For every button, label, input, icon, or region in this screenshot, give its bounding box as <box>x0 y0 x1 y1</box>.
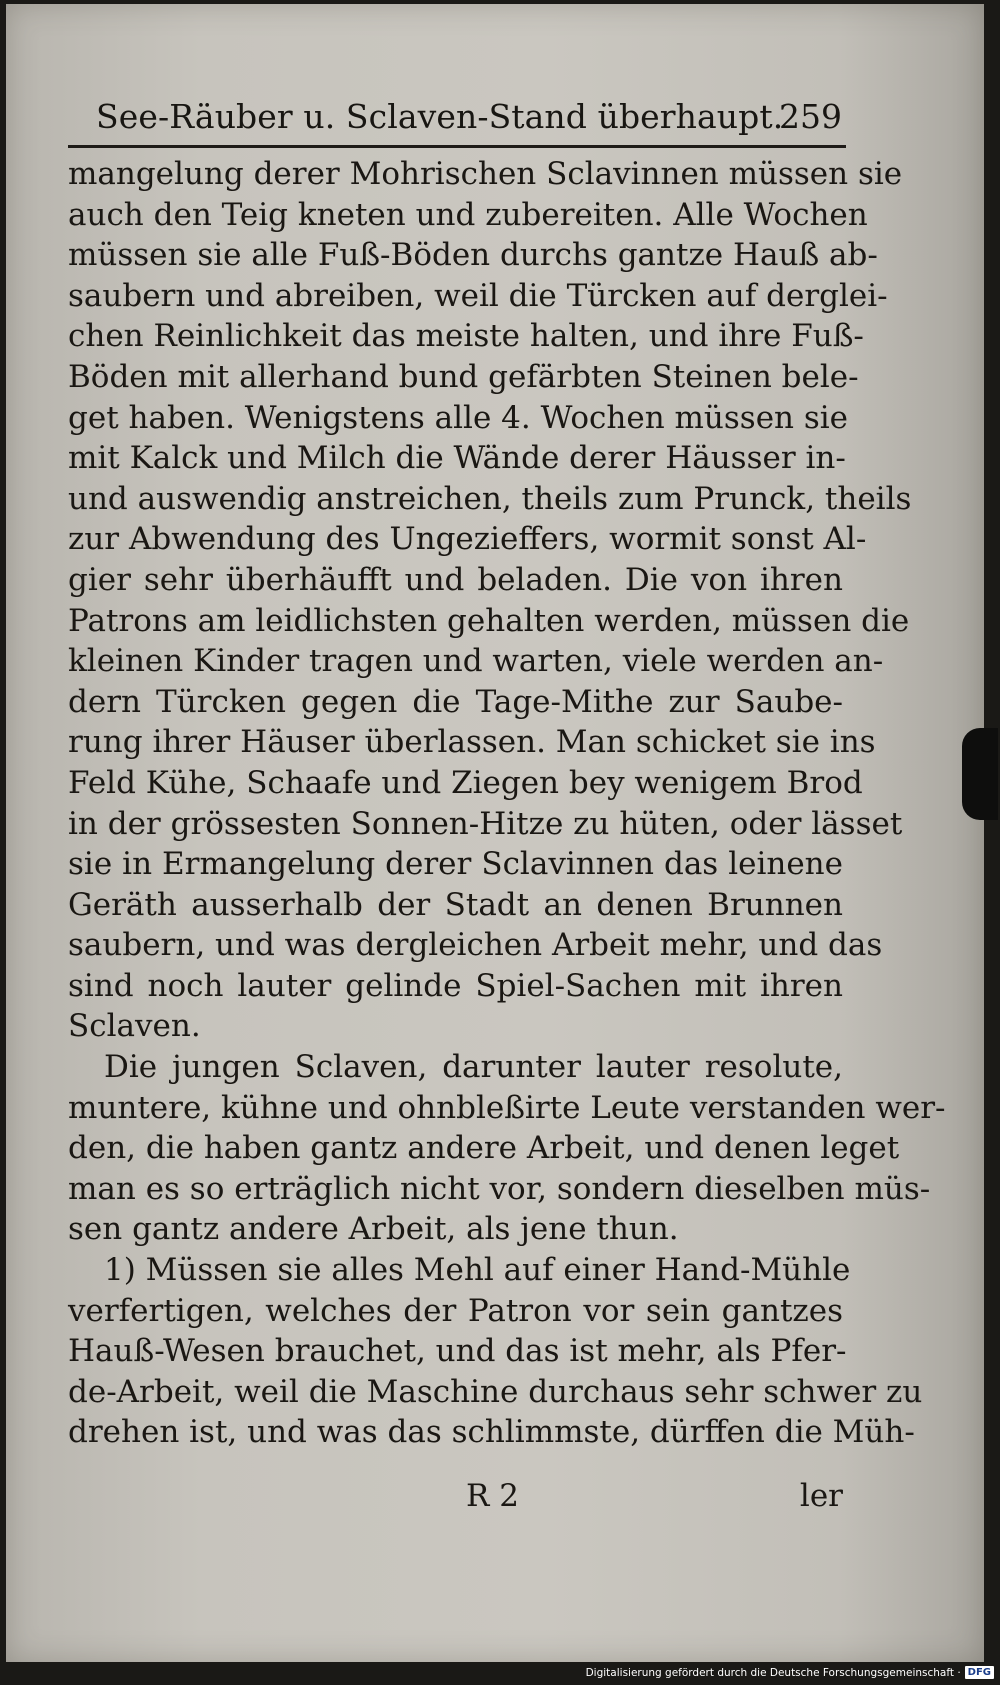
text-line: chen Reinlichkeit das meiste halten, und ihre Fuß- <box>68 318 864 355</box>
text-line: kleinen Kinder tragen und warten, viele werden an- <box>68 643 884 680</box>
text-line: 1) Müssen sie alles Mehl auf einer Hand-Mühle <box>104 1252 851 1289</box>
running-header <box>96 94 842 142</box>
text-line: Geräth ausserhalb der Stadt an denen Brunnen <box>68 886 843 923</box>
text-line: in der grössesten Sonnen-Hitze zu hüten, oder lässet <box>68 805 903 842</box>
text-line: auch den Teig kneten und zubereiten. Alle Wochen <box>68 196 868 233</box>
text-line: Hauß-Wesen brauchet, und das ist mehr, als Pfer- <box>68 1333 847 1370</box>
signature-mark: R 2 <box>466 1478 519 1514</box>
text-line: get haben. Wenigstens alle 4. Wochen müssen sie <box>68 399 849 436</box>
text-line: Patrons am leidlichsten gehalten werden, müssen die <box>68 602 910 639</box>
text-line: muntere, kühne und ohnbleßirte Leute verstanden wer- <box>68 1089 946 1126</box>
text-line: mangelung derer Mohrischen Sclavinnen müssen sie <box>68 156 903 192</box>
text-line: saubern und abreiben, weil die Türcken auf derglei- <box>68 277 888 314</box>
text-line: zur Abwendung des Ungezieffers, wormit sonst Al- <box>68 521 867 558</box>
body-text <box>68 154 946 1453</box>
header-rule <box>68 145 846 148</box>
text-line: müssen sie alle Fuß-Böden durchs gantze Hauß ab- <box>68 237 878 274</box>
text-line: den, die haben gantz andere Arbeit, und denen leget <box>68 1130 900 1167</box>
page-number: 259 <box>779 97 842 136</box>
text-line: Böden mit allerhand bund gefärbten Steinen bele- <box>68 358 859 395</box>
text-line: de-Arbeit, weil die Maschine durchaus sehr schwer zu <box>68 1373 923 1410</box>
dfg-logo: DFG <box>965 1666 994 1679</box>
text-line: sen gantz andere Arbeit, als jene thun. <box>68 1211 679 1248</box>
catchword: ler <box>799 1478 843 1514</box>
text-line: Die jungen Sclaven, darunter lauter resolute, <box>104 1049 843 1086</box>
book-page <box>6 4 984 1662</box>
credit-text: Digitalisierung gefördert durch die Deutsche Forschungsgemeinschaft · <box>585 1666 961 1679</box>
text-line: rung ihrer Häuser überlassen. Man schicket sie ins <box>68 724 876 761</box>
text-line: sie in Ermangelung derer Sclavinnen das leinene <box>68 846 843 883</box>
page-footer <box>68 1474 843 1518</box>
page-edge-tab <box>962 728 998 820</box>
text-line: sind noch lauter gelinde Spiel-Sachen mit ihren <box>68 967 843 1004</box>
text-line: drehen ist, und was das schlimmste, dürffen die Müh- <box>68 1414 915 1451</box>
text-line: mit Kalck und Milch die Wände derer Häusser in- <box>68 440 846 477</box>
text-line: Feld Kühe, Schaafe und Ziegen bey wenigem Brod <box>68 764 863 801</box>
text-line: gier sehr überhäufft und beladen. Die von ihren <box>68 561 843 598</box>
text-line: dern Türcken gegen die Tage-Mithe zur Saube- <box>68 683 843 720</box>
running-title: See-Räuber u. Sclaven-Stand überhaupt. <box>96 97 784 136</box>
text-line: man es so erträglich nicht vor, sondern dieselben müs- <box>68 1170 931 1207</box>
digitization-credit <box>586 1665 994 1680</box>
text-line: und auswendig anstreichen, theils zum Prunck, theils <box>68 480 912 517</box>
text-line: saubern, und was dergleichen Arbeit mehr, und das <box>68 927 883 964</box>
text-line: verfertigen, welches der Patron vor sein gantzes <box>68 1292 843 1329</box>
text-line: Sclaven. <box>68 1008 201 1045</box>
